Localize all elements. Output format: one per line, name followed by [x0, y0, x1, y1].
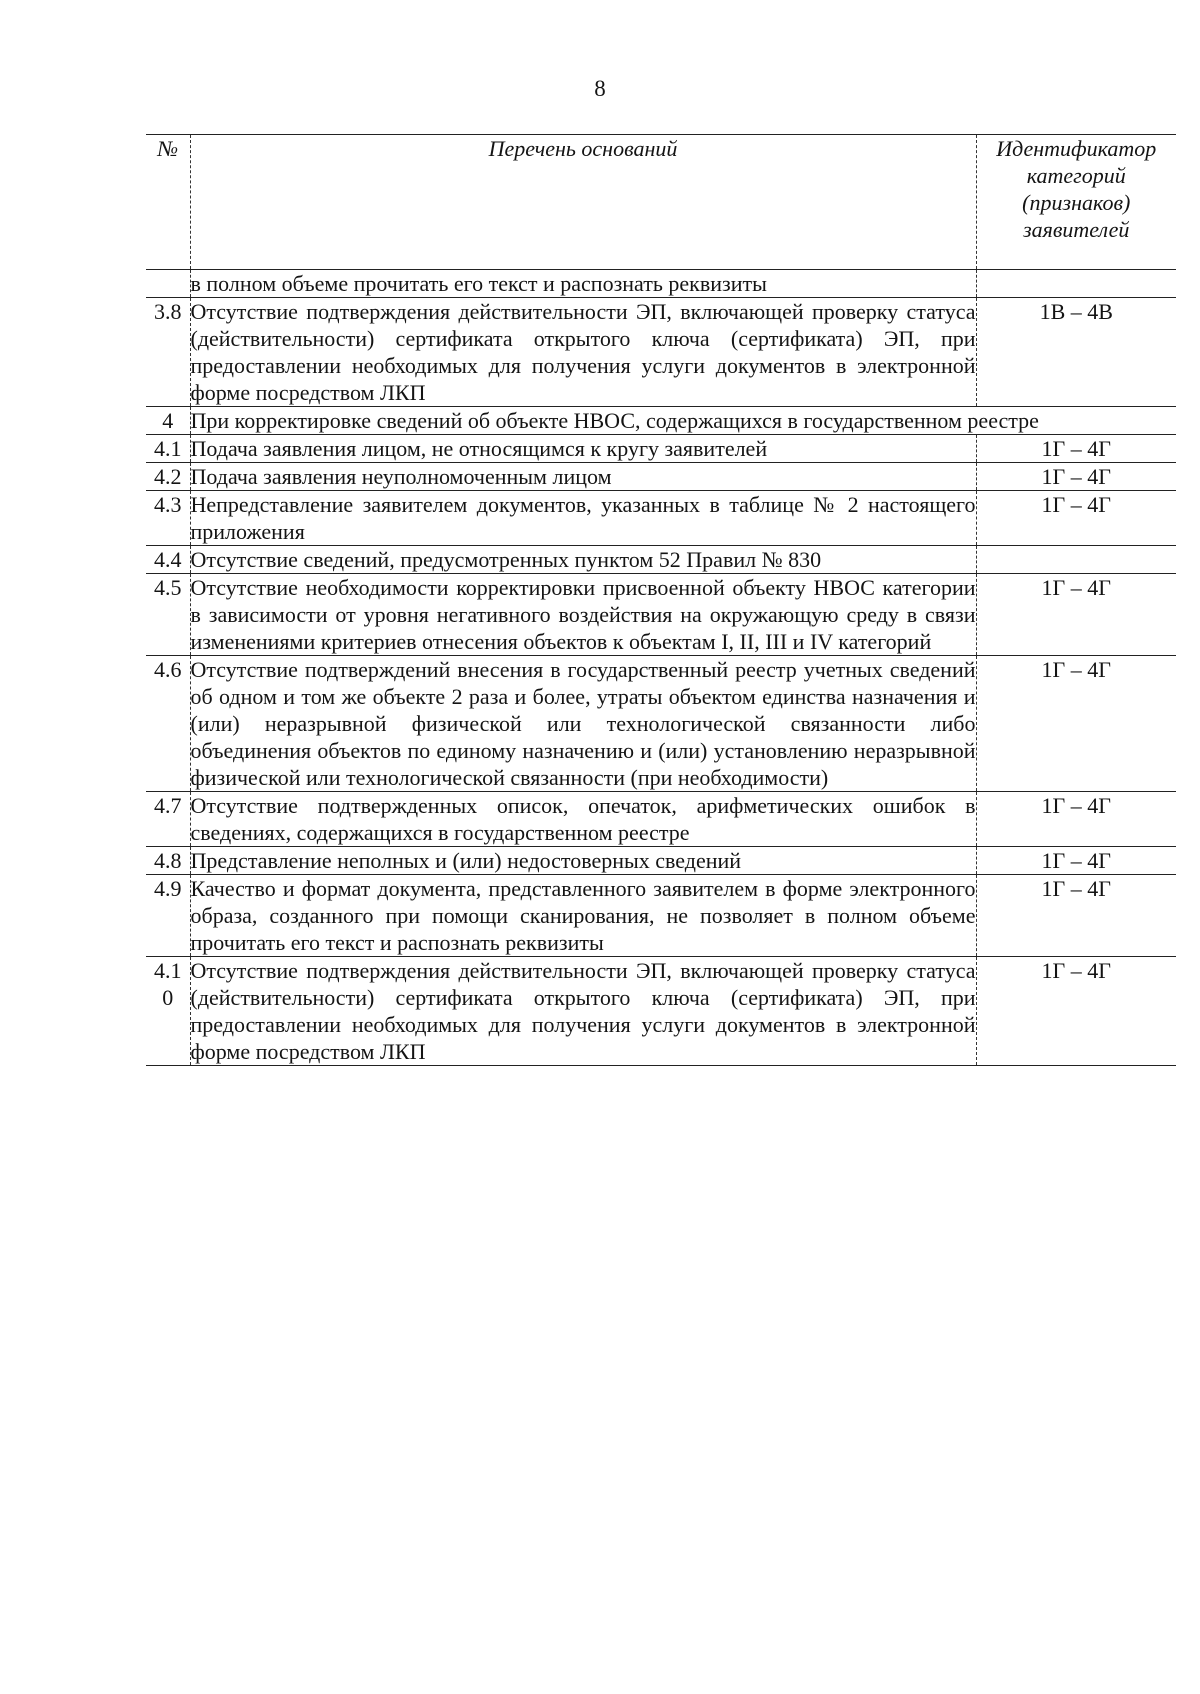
page-number: 8 [594, 76, 606, 101]
row-number: 4.6 [146, 656, 190, 792]
row-number: 4.2 [146, 463, 190, 491]
row-number: 4.7 [146, 792, 190, 847]
row-ground-text: Отсутствие подтверждения действительности ЭП, включающей проверку статуса (действительности) сертификата открытого ключа (сертификата) ЭП, при предоставлении необходимых для получения услуги документов в электронной форме посредством ЛКП [190, 299, 976, 405]
row-ground-text: Подача заявления неуполномоченным лицом [190, 463, 976, 491]
row-number [146, 270, 190, 298]
header-grounds-list: Перечень оснований [190, 135, 976, 270]
row-category-identifier: 1В – 4В [976, 298, 1176, 407]
table-row [146, 656, 1176, 792]
header-category-identifier: Идентификатор категорий (признаков) заявителей [976, 135, 1176, 270]
row-ground-text: Качество и формат документа, представленного заявителем в форме электронного образа, созданного при помощи сканирования, не позволяет в полном объеме прочитать его текст и распознать реквизиты [190, 876, 976, 955]
row-number: 4.1 [146, 435, 190, 463]
row-category-identifier: 1Г – 4Г [976, 875, 1176, 957]
table-row [146, 463, 1176, 491]
row-category-identifier: 1Г – 4Г [976, 847, 1176, 875]
table-row [146, 574, 1176, 656]
row-category-identifier: 1Г – 4Г [976, 491, 1176, 546]
table-row [146, 491, 1176, 546]
row-number: 4 [146, 407, 190, 435]
table-row [146, 435, 1176, 463]
row-ground-text: Представление неполных и (или) недостоверных сведений [190, 847, 976, 875]
row-ground-text: Подача заявления лицом, не относящимся к кругу заявителей [190, 435, 976, 463]
table-row [146, 875, 1176, 957]
section-heading: При корректировке сведений об объекте НВОС, содержащихся в государственном реестре [190, 407, 1176, 435]
table-row [146, 957, 1176, 1066]
row-category-identifier: 1Г – 4Г [976, 656, 1176, 792]
row-ground-text: Отсутствие подтвержденных описок, опечаток, арифметических ошибок в сведениях, содержащихся в государственном реестре [190, 793, 976, 845]
row-number: 3.8 [146, 298, 190, 407]
row-ground-text: Отсутствие подтверждения действительности ЭП, включающей проверку статуса (действительности) сертификата открытого ключа (сертификата) ЭП, при предоставлении необходимых для получения услуги документов в электронной форме посредством ЛКП [190, 958, 976, 1064]
table-row [146, 407, 1176, 435]
row-number: 4.4 [146, 546, 190, 574]
row-category-identifier: 1Г – 4Г [976, 574, 1176, 656]
row-ground-text: в полном объеме прочитать его текст и распознать реквизиты [190, 270, 976, 298]
row-ground-text: Отсутствие необходимости корректировки присвоенной объекту НВОС категории в зависимости от уровня негативного воздействия на окружающую среду в связи изменениями критериев отнесения объектов к объектам I, II, III и IV категорий [190, 575, 976, 654]
row-category-identifier [976, 546, 1176, 574]
row-ground-text: Отсутствие подтверждений внесения в государственный реестр учетных сведений об одном и том же объекте 2 раза и более, утраты объектом единства назначения и (или) неразрывной физической или технологической связанности либо объединения объектов по единому назначению и (или) установлению неразрывной физической или технологической связанности (при необходимости) [190, 657, 976, 790]
row-number: 4.3 [146, 491, 190, 546]
row-category-identifier: 1Г – 4Г [976, 792, 1176, 847]
row-category-identifier: 1Г – 4Г [976, 463, 1176, 491]
row-number: 4.5 [146, 574, 190, 656]
table-row [146, 270, 1176, 298]
row-category-identifier: 1Г – 4Г [976, 957, 1176, 1066]
row-ground-text: Непредставление заявителем документов, указанных в таблице № 2 настоящего приложения [190, 492, 976, 544]
row-number: 4.1 0 [146, 957, 190, 1066]
table-row [146, 847, 1176, 875]
row-number: 4.9 [146, 875, 190, 957]
table-body [146, 270, 1176, 1066]
grounds-table [146, 134, 1176, 1066]
row-category-identifier [976, 270, 1176, 298]
row-category-identifier: 1Г – 4Г [976, 435, 1176, 463]
table-row [146, 792, 1176, 847]
table-header-row [146, 135, 1176, 270]
row-ground-text: Отсутствие сведений, предусмотренных пунктом 52 Правил № 830 [190, 546, 976, 574]
table-row [146, 546, 1176, 574]
table-row [146, 298, 1176, 407]
row-number: 4.8 [146, 847, 190, 875]
header-number: № [146, 135, 190, 270]
